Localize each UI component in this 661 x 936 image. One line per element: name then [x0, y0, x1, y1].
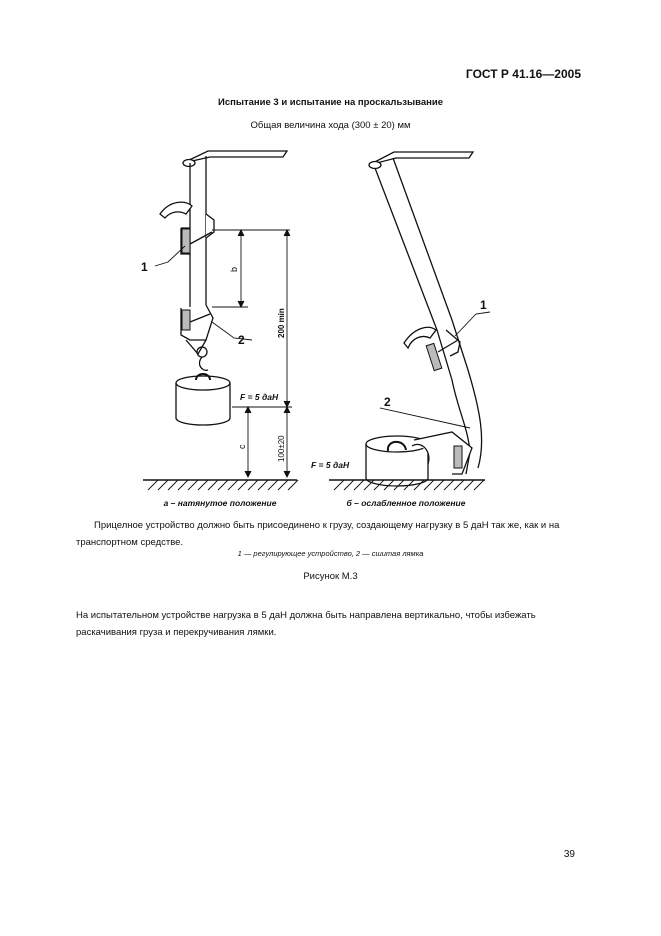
callout-1-a: 1 [141, 260, 148, 274]
pillar-loop-a [160, 202, 192, 218]
standard-number: ГОСТ Р 41.16—2005 [465, 67, 581, 81]
figure-subtitle: Общая величина хода (300 ± 20) мм [250, 120, 411, 131]
caption-b: б – ослабленное положение [346, 498, 466, 508]
paragraph-load-direction: На испытательном устройстве нагрузка в 5 даН должна быть направлена вертикально, чтобы избежать раскачивания груза и перекручивания лямки. [76, 610, 536, 638]
callout-1-b: 1 [480, 298, 487, 312]
callout-2-a: 2 [238, 333, 245, 347]
paragraph-attachment: Прицелное устройство должно быть присоединено к грузу, создающему нагрузку в 5 даН так же, как и на транспортном средстве. [76, 520, 560, 548]
caption-a: а – натянутое положение [163, 498, 277, 508]
anchor-bar-a [183, 151, 287, 163]
figure-title: Испытание 3 и испытание на проскальзывание [218, 97, 443, 108]
diagram-b [329, 152, 490, 490]
figure-caption: Рисунок М.3 [303, 571, 358, 582]
strap-b [375, 168, 470, 474]
figure-legend: 1 — регулирующее устройство, 2 — сшитая лямка [237, 549, 424, 558]
force-label-b: F = 5 даН [311, 460, 350, 470]
page-number: 39 [563, 849, 575, 860]
dim-c-label: c [237, 444, 247, 449]
callout-2-b: 2 [384, 395, 391, 409]
anchor-bar-b [369, 152, 473, 165]
dim-200-label: 200 min [277, 308, 286, 338]
diagram-a [143, 151, 298, 490]
force-label-a: F = 5 даН [240, 392, 279, 402]
dim-100-label: 100±20 [277, 435, 286, 462]
dim-b-label: b [229, 266, 239, 272]
